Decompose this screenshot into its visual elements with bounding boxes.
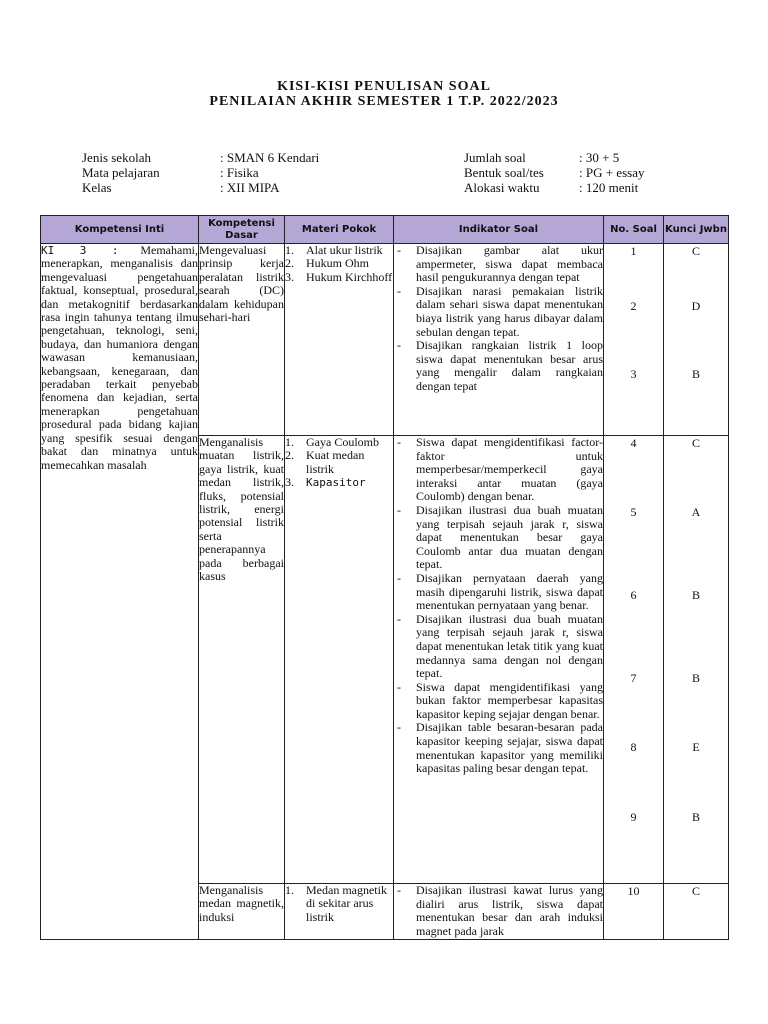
materi-pokok-cell [285, 436, 394, 884]
list-item: - Disajikan ilustrasi dua buah muatan yang terpisah sejauh jarak r, siswa dapat menentukan besar gaya Coulomb antar dua muatan dengan tepat. [397, 502, 603, 572]
info-value: : Fisika [220, 165, 259, 180]
info-value: : XII MIPA [220, 180, 280, 195]
no-soal-cell [604, 244, 664, 436]
info-left-labels [82, 150, 160, 195]
indikator-soal-cell [394, 436, 604, 884]
info-label: Jenis sekolah [82, 150, 151, 165]
question-number: 10 [627, 884, 640, 898]
list-item: - Disajikan ilustrasi dua buah muatan yang terpisah sejauh jarak r, siswa dapat menentukan letak titik yang kuat medannya sama dengan nol dengan tepat. [397, 611, 603, 681]
no-soal-cell [604, 436, 664, 884]
list-item: - Disajikan narasi pemakaian listrik dalam sehari siswa dapat menentukan biaya listrik yang harus dibayar dalam sebulan dengan tepat. [397, 283, 603, 339]
question-number: 8 [630, 740, 637, 754]
ki-description: Memahami, menerapkan, menganalisis dan mengevaluasi pengetahuan faktual, konseptual, prosedural, dan metakognitif berdasarkan rasa ingin tahunya tentang ilmu pengetahuan, teknologi, seni, budaya, dan humaniora dengan wawasan kemanusiaan, kebangsaan, kenegaraan, dan peradaban terkait penyebab fenomena dan kejadian, serta menerapkan pengetahuan prosedural pada bidang kajian yang spesifik sesuai dengan bakat dan minatnya untuk memecahkan masalah [41, 243, 198, 472]
question-number: 1 [630, 244, 637, 258]
info-label: Kelas [82, 180, 112, 195]
header-no-soal: No. Soal [604, 216, 664, 244]
kompetensi-dasar-cell: Menganalisis medan magnetik, induksi [199, 884, 285, 940]
table-header-row [41, 216, 729, 244]
info-label: Mata pelajaran [82, 165, 160, 180]
document-subtitle: PENILAIAN AKHIR SEMESTER 1 T.P. 2022/2023 [209, 94, 559, 109]
info-value: : 120 menit [579, 180, 639, 195]
list-item: 2. Hukum Ohm [285, 256, 369, 271]
answer-key: A [691, 505, 701, 519]
answer-key: B [691, 588, 700, 602]
header-kunci-jawaban: Kunci Jwbn [664, 216, 729, 244]
question-number: 7 [630, 671, 637, 685]
list-item: - Disajikan pernyataan daerah yang masih dipengaruhi listrik, siswa dapat menentukan pernyataan yang benar. [397, 570, 603, 613]
header-kompetensi-inti: Kompetensi Inti [41, 216, 199, 244]
answer-key: C [691, 436, 700, 450]
kompetensi-dasar-cell: Mengevaluasi prinsip kerja peralatan listrik searah (DC) dalam kehidupan sehari-hari [199, 244, 285, 436]
list-item: - Siswa dapat mengidentifikasi yang bukan faktor memperbesar kapasitas kapasitor keping sejajar dengan benar. [397, 679, 603, 721]
info-value: : 30 + 5 [579, 150, 620, 165]
info-value: : SMAN 6 Kendari [220, 150, 320, 165]
document-title: KISI-KISI PENULISAN SOAL [277, 79, 491, 94]
kunci-jawaban-cell [664, 436, 729, 884]
answer-key: B [691, 671, 700, 685]
ki-code: KI 3 : [41, 244, 119, 257]
answer-key: C [691, 884, 700, 898]
kunci-jawaban-cell [664, 244, 729, 436]
answer-key: D [691, 299, 701, 313]
kisi-kisi-table [40, 215, 729, 940]
question-number: 3 [630, 367, 637, 381]
info-label: Jumlah soal [464, 150, 526, 165]
header-indikator-soal: Indikator Soal [394, 216, 604, 244]
list-item: 1. Alat ukur listrik [285, 243, 383, 257]
info-right-labels [464, 150, 544, 195]
list-item: 1. Gaya Coulomb [285, 435, 379, 449]
list-item: - Disajikan table besaran-besaran pada kapasitor keeping sejajar, siswa dapat menentukan kapasitor yang memiliki kapasitas paling besar dengan tepat. [397, 720, 603, 776]
table-row [41, 244, 729, 436]
indikator-soal-cell [394, 884, 604, 940]
question-number: 2 [630, 299, 637, 313]
list-item: 2. Kuat medan listrik [285, 448, 365, 476]
question-number: 6 [630, 588, 637, 602]
indikator-soal-cell [394, 244, 604, 436]
info-label: Bentuk soal/tes [464, 165, 544, 180]
list-item: - Disajikan rangkaian listrik 1 loop siswa dapat menentukan besar arus yang mengalir dalam rangkaian dengan tepat [397, 338, 603, 393]
kunci-jawaban-cell [664, 884, 729, 940]
answer-key: B [691, 810, 700, 824]
answer-key: E [692, 740, 700, 754]
question-number: 4 [630, 436, 637, 450]
answer-key: C [691, 244, 700, 258]
no-soal-cell [604, 884, 664, 940]
kompetensi-dasar-cell: Menganalisis muatan listrik, gaya listrik, kuat medan listrik, fluks, potensial listrik, energi potensial listrik serta penerapannya pada berbagai kasus [199, 436, 285, 884]
list-item: - Disajikan ilustrasi kawat lurus yang dialiri arus listrik, siswa dapat menentukan besar dan arah induksi magnet pada jarak [397, 883, 603, 938]
list-item: - Disajikan gambar alat ukur ampermeter, siswa dapat membaca hasil pengukurannya dengan tepat [397, 243, 603, 285]
header-kompetensi-dasar: Kompetensi Dasar [199, 216, 285, 244]
list-item: 1. Medan magnetik di sekitar arus listrik [285, 883, 387, 924]
materi-pokok-cell [285, 884, 394, 940]
info-left-values [220, 150, 319, 195]
info-value: : PG + essay [579, 165, 645, 180]
list-item: - Siswa dapat mengidentifikasi factor-faktor untuk memperbesar/memperkecil gaya interaksi antar muatan (gaya Coulomb) dengan benar. [397, 435, 603, 504]
kompetensi-inti-cell [41, 244, 199, 940]
materi-pokok-cell [285, 244, 394, 436]
list-item: 3. Kapasitor [285, 475, 366, 490]
question-number: 9 [630, 810, 637, 824]
info-right-values [579, 150, 644, 195]
header-materi-pokok: Materi Pokok [285, 216, 394, 244]
info-label: Alokasi waktu [464, 180, 540, 195]
answer-key: B [691, 367, 700, 381]
list-item: 3. Hukum Kirchhoff [285, 269, 393, 284]
question-number: 5 [630, 505, 637, 519]
